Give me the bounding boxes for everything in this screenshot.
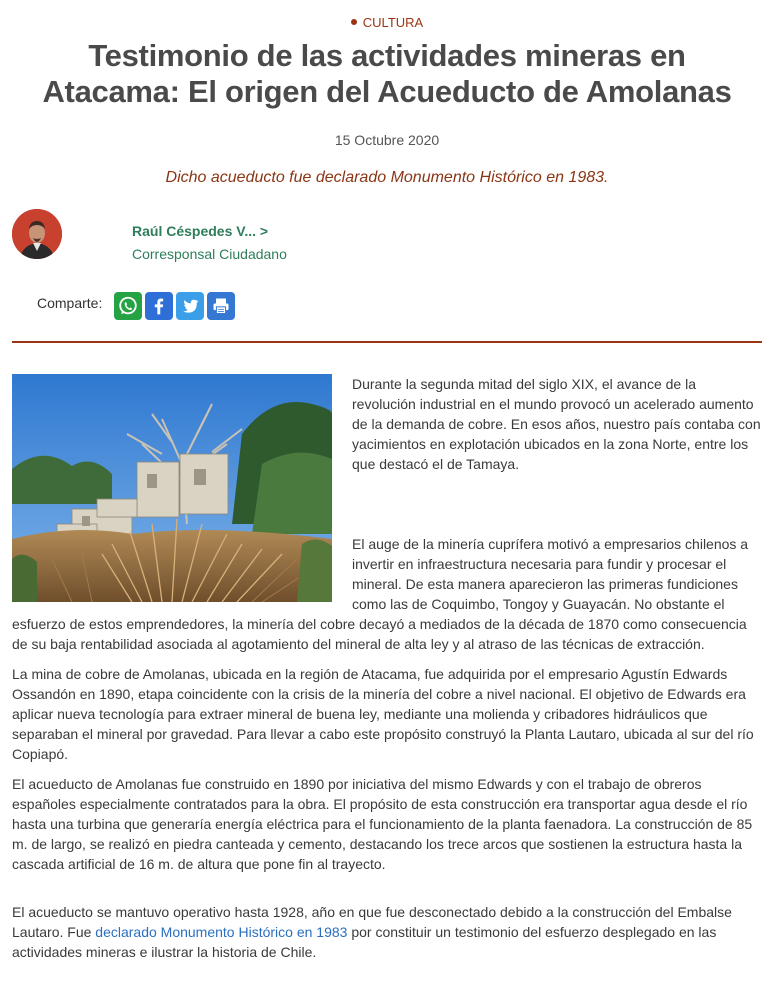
twitter-share-button[interactable]: [176, 292, 204, 320]
article-title: Testimonio de las actividades mineras en Atacama: El origen del Acueducto de Amolanas: [42, 38, 732, 109]
share-bar: [37, 292, 238, 320]
article-paragraph-5: [12, 902, 762, 962]
whatsapp-share-button[interactable]: [114, 292, 142, 320]
author-name-link[interactable]: Raúl Céspedes V... >: [132, 223, 269, 239]
article-date: 15 Octubre 2020: [334, 132, 440, 148]
print-share-button[interactable]: [207, 292, 235, 320]
aqueduct-ruins-photo: [12, 374, 332, 602]
article-paragraph-2: El auge de la minería cuprífera motivó a empresarios chilenos a invertir en infraestructura necesaria para fundir y procesar el mineral. De esta manera aparecieron las primeras fundiciones como las de Coquimbo, Tongoy y Guayacán. No obstante el esfuerzo de estos emprendedores, la minería del cobre decayó a mediados de la década de 1870 como consecuencia de su baja rentabilidad asociada al agotamiento del mineral de alta ley y al atraso de las técnicas de extracción.: [12, 536, 749, 652]
twitter-icon: [180, 296, 200, 316]
category-dot: [351, 19, 357, 25]
category-text: CULTURA: [362, 15, 424, 30]
paragraph-5-text-start: El acueducto se mantuvo operativo hasta 1928, año en que fue desconectado debido a la construcción del Embalse Lautaro. Fue: [12, 904, 732, 940]
whatsapp-icon: [117, 295, 139, 317]
share-label: Comparte:: [37, 295, 103, 311]
article-paragraph-1: Durante la segunda mitad del siglo XIX, el avance de la revolución industrial en el mundo provocó un acelerado aumento de la demanda de cobre. En esos años, nuestro país contaba con yacimientos en explotación ubicados en la zona Norte, entre los que destacó el de Tamaya.: [352, 376, 761, 472]
print-icon: [211, 296, 231, 316]
section-divider: [12, 341, 762, 343]
facebook-share-button[interactable]: [145, 292, 173, 320]
article-paragraph-4: El acueducto de Amolanas fue construido en 1890 por iniciativa del mismo Edwards y con el trabajo de obreros españoles especialmente contratados para la obra. El propósito de esta construcción era transportar agua desde el río hasta una turbina que generaría energía eléctrica para el funcionamiento de la planta faenadora. La construcción de 85 m. de largo, se realizó en piedra canteada y cemento, destacando los trece arcos que sostienen la estructura hasta la cascada artificial de 16 m. de altura que pone fin al trayecto.: [12, 776, 753, 872]
article-subtitle: Dicho acueducto fue declarado Monumento Histórico en 1983.: [165, 169, 609, 186]
category-label[interactable]: [0, 15, 774, 30]
paragraph-5-text-end: por constituir un testimonio del esfuerzo desplegado en las actividades mineras e ilustrar la historia de Chile.: [12, 924, 717, 960]
facebook-icon: [149, 296, 169, 316]
article-body: [12, 374, 762, 972]
author-avatar[interactable]: [12, 209, 62, 259]
article-paragraph-3: La mina de cobre de Amolanas, ubicada en la región de Atacama, fue adquirida por el empresario Agustín Edwards Ossandón en 1890, etapa coincidente con la crisis de la minería del cobre a nivel nacional. El objetivo de Edwards era aplicar nueva tecnología para extraer mineral de buena ley, mediante una molienda y cribadores hidráulicos que separaban el mineral por gravedad. Para llevar a cabo este propósito construyó la Planta Lautaro, ubicada al sur del río Copiapó.: [12, 666, 754, 762]
author-block: [132, 223, 287, 262]
monument-declaration-link[interactable]: declarado Monumento Histórico en 1983: [95, 924, 348, 940]
author-role: Corresponsal Ciudadano: [132, 246, 287, 262]
